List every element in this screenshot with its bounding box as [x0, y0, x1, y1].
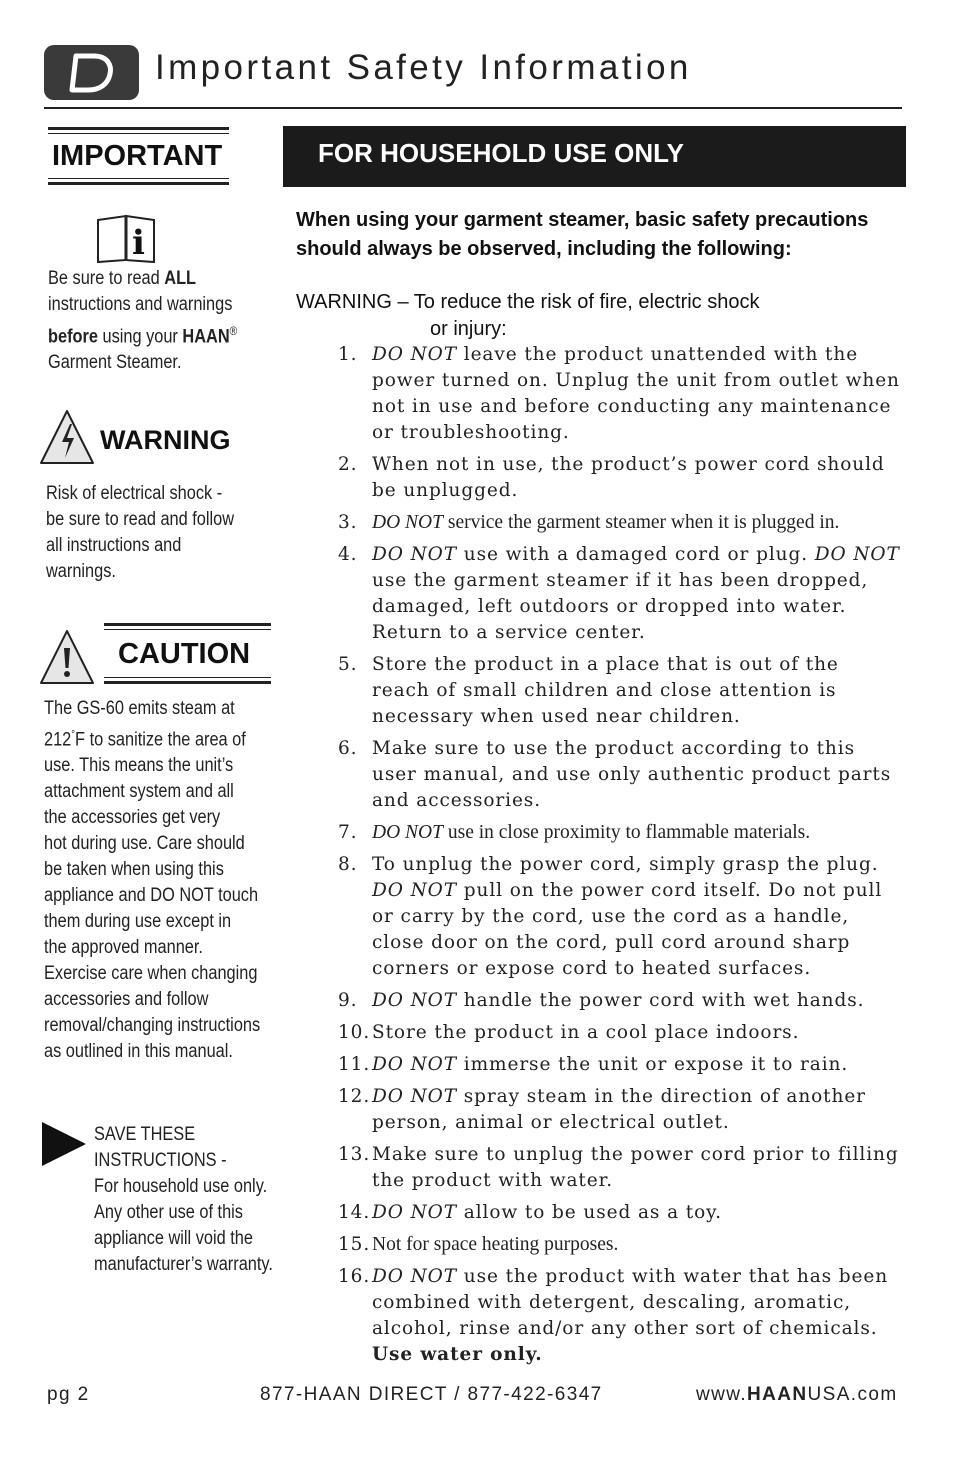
- important-rule-bottom-thin: [48, 178, 229, 179]
- list-item: 5. Store the product in a place that is out of the reach of small children and close attention is necessary when used near children.: [338, 654, 839, 727]
- exclamation-warning-icon: [38, 628, 96, 686]
- important-heading: IMPORTANT: [52, 140, 223, 172]
- list-item: 7. DO NOT use in close proximity to flammable materials.: [338, 822, 811, 843]
- list-item: 16. DO NOT use the product with water that has been combined with detergent, descaling, aromatic, alcohol, rinse and/or any other sort of chemicals. Use water only.: [338, 1266, 889, 1365]
- warning-text: Risk of electrical shock - be sure to read and follow all instructions and warnings.: [46, 483, 235, 582]
- caution-rule-bottom: [104, 681, 271, 684]
- info-book-icon: [96, 214, 158, 264]
- caution-heading: CAUTION: [118, 638, 251, 670]
- list-item: 8. To unplug the power cord, simply grasp the plug. DO NOT pull on the power cord itself. Do not pull or carry by the cord, use the cord as a handle, close door on the cord, pull cord around sharp corners or expose cord to heated surfaces.: [338, 854, 883, 979]
- risk-warning-heading: WARNING – To reduce the risk of fire, electric shock or injury:: [296, 291, 760, 340]
- caution-text: The GS-60 emits steam at 212°F to sanitize the area of use. This means the unit’s attachment system and all the accessories get very hot during use. Care should be taken when using this appliance and DO NOT touch them during use except in the approved manner. Exercise care when changing accessories and follow removal/changing instructions as outlined in this manual.: [44, 698, 261, 1063]
- list-item: 10. Store the product in a cool place indoors.: [338, 1022, 800, 1043]
- caution-rule-bottom-thin: [104, 677, 271, 678]
- list-item: 14. DO NOT allow to be used as a toy.: [338, 1202, 722, 1223]
- important-rule-bottom: [48, 182, 229, 185]
- list-item: 1. DO NOT leave the product unattended with the power turned on. Unplug the unit from outlet when not in use and before conducting any maintenance or troubleshooting.: [338, 344, 900, 443]
- svg-text:i: i: [132, 223, 145, 263]
- list-item: 11. DO NOT immerse the unit or expose it to rain.: [338, 1054, 849, 1075]
- section-d-icon: [68, 52, 116, 94]
- header-divider: [44, 107, 902, 109]
- important-rule-top: [48, 127, 229, 130]
- electric-warning-icon: [38, 408, 96, 466]
- safety-rules-list: [338, 342, 900, 1374]
- page-title: Important Safety Information: [155, 48, 692, 87]
- list-item: 6. Make sure to use the product according to this user manual, and use only authentic product parts and accessories.: [338, 738, 892, 811]
- intro-text: When using your garment steamer, basic safety precautions should always be observed, including the following:: [296, 209, 869, 260]
- list-item: 3. DO NOT service the garment steamer when it is plugged in.: [338, 512, 840, 533]
- list-item: 15. Not for space heating purposes.: [338, 1234, 619, 1255]
- list-item: 13. Make sure to unplug the power cord prior to filling the product with water.: [338, 1144, 899, 1191]
- list-item: 4. DO NOT use with a damaged cord or plug. DO NOT use the garment steamer if it has been dropped, damaged, left outdoors or dropped into water. Return to a service center.: [338, 544, 900, 643]
- website-url[interactable]: www.HAANUSA.com: [696, 1384, 898, 1405]
- list-item: 9. DO NOT handle the power cord with wet hands.: [338, 990, 865, 1011]
- save-instructions-text: SAVE THESE INSTRUCTIONS - For household use only. Any other use of this appliance will void the manufacturer’s warranty.: [94, 1124, 273, 1275]
- warning-heading: WARNING: [100, 425, 231, 455]
- page-number: pg 2: [47, 1384, 90, 1405]
- important-rule-top-thin: [48, 133, 229, 134]
- list-item: 2. When not in use, the product’s power cord should be unplugged.: [338, 454, 885, 501]
- important-text: Be sure to read ALL instructions and warnings before using your HAAN® Garment Steamer.: [48, 268, 238, 374]
- arrow-right-icon: [42, 1122, 86, 1166]
- caution-rule-top-thin: [104, 629, 271, 630]
- caution-rule-top: [104, 623, 271, 626]
- phone-number: 877-HAAN DIRECT / 877-422-6347: [260, 1384, 603, 1405]
- household-banner-title: FOR HOUSEHOLD USE ONLY: [318, 138, 684, 168]
- list-item: 12. DO NOT spray steam in the direction of another person, animal or electrical outlet.: [338, 1086, 866, 1133]
- section-logo-badge: [44, 45, 139, 100]
